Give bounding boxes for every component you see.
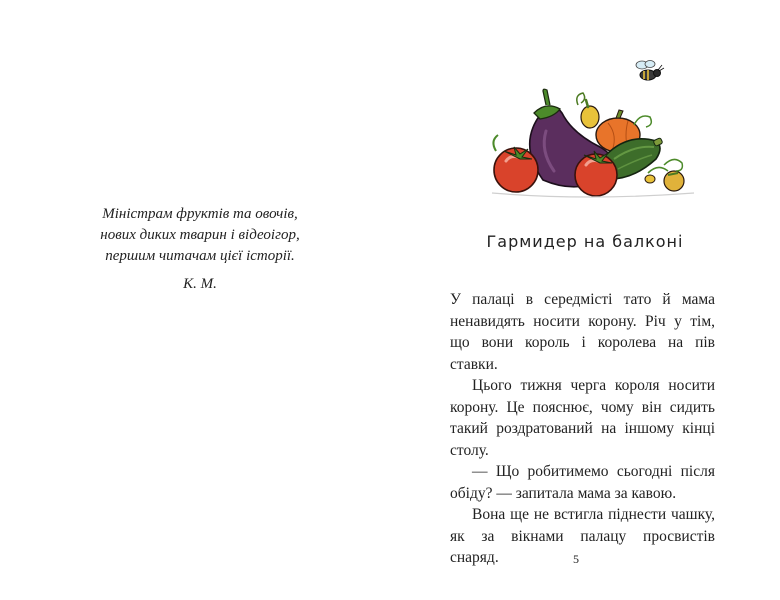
bee-icon [636,61,664,81]
paragraph: Вона ще не встигла піднести чашку, як за вікнами палацу просвистів снаряд. [450,506,715,566]
chapter-body [450,289,715,569]
vegetables-illustration [488,55,703,205]
dedication-line: першим читачам цієї історії. [105,248,295,264]
dedication-line: Міністрам фруктів та овочів, [102,206,298,222]
page-number: 5 [573,552,579,566]
paragraph: Цього тижня черга короля носити корону. Це пояснює, чому він сидить такий роздратований на іншому кінці столу. [450,377,715,459]
paragraph: — Що робитимемо сьогодні після обіду? — запитала мама за кавою. [450,463,715,502]
dedication-signature: К. М. [183,276,217,292]
paragraph: У палаці в середмісті тато й мама ненавидять носити корону. Річ у тім, що вони король і королева на пів ставки. [450,291,715,373]
dedication [40,204,360,295]
chapter-title: Гармидер на балконі [486,232,684,251]
dedication-line: нових диких тварин і відеоігор, [100,227,300,243]
right-page [390,0,780,600]
